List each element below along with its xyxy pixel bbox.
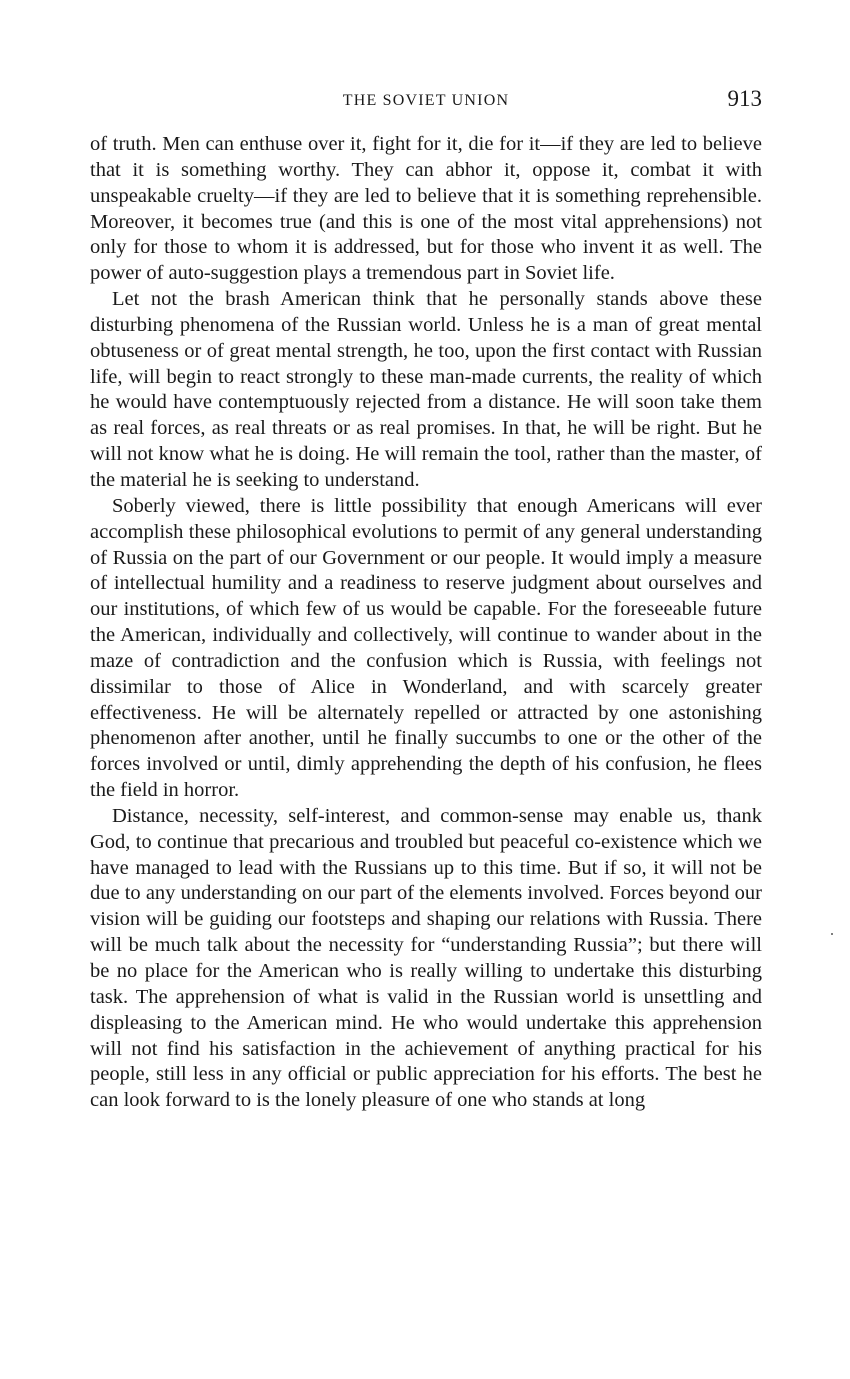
paragraph-continuation: of truth. Men can enthuse over it, fight for it, die for it—if they are led to believe that it is something worthy. They can abhor it, oppose it, combat it with unspeakable cruelty—if they are led to believe that it is something reprehensible. Moreover, it becomes true (and this is one of the most vital apprehensions) not only for those to whom it is addressed, but for those who invent it as well. The power of auto-suggestion plays a tremendous part in Soviet life.	[90, 133, 762, 285]
running-title: THE SOVIET UNION	[342, 92, 510, 109]
running-header	[90, 86, 762, 116]
page-number: 913	[727, 86, 762, 111]
paragraph: Distance, necessity, self-interest, and common-sense may enable us, thank God, to continue that precarious and troubled but peaceful co-existence which we have managed to lead with the Russians up to this time. But if so, it will not be due to any understanding on our part of the elements involved. Forces beyond our vision will be guiding our footsteps and shaping our relations with Russia. There will be much talk about the necessity for “understanding Russia”; but there will be no place for the American who is really willing to undertake this disturbing task. The apprehension of what is valid in the Russian world is unsettling and displeasing to the American mind. He who would undertake this apprehension will not find his satisfaction in the achievement of anything practical for his people, still less in any official or public appreciation for his efforts. The best he can look forward to is the lonely pleasure of one who stands at long	[90, 804, 762, 1112]
paragraph: Let not the brash American think that he personally stands above these disturbing phenomena of the Russian world. Unless he is a man of great mental obtuseness or of great mental strength, he too, upon the first contact with Russian life, will begin to react strongly to these man-made currents, the reality of which he would have contemptuously rejected from a distance. He will soon take them as real forces, as real threats or as real promises. In that, he will be right. But he will not know what he is doing. He will remain the tool, rather than the master, of the material he is seeking to understand.	[90, 288, 762, 491]
body-text	[90, 132, 762, 1114]
paragraph: Soberly viewed, there is little possibility that enough Americans will ever accomplish these philosophical evolutions to permit of any general understanding of Russia on the part of our Government or our people. It would imply a measure of intellectual humility and a readiness to reserve judgment about ourselves and our institutions, of which few of us would be capable. For the foreseeable future the American, individually and collectively, will continue to wander about in the maze of contradiction and the confusion which is Russia, with feelings not dissimilar to those of Alice in Wonderland, and with scarcely greater effectiveness. He will be alternately repelled or attracted by one astonishing phenomenon after another, until he finally succumbs to one or the other of the forces involved or until, dimly apprehending the depth of his confusion, he flees the field in horror.	[90, 494, 762, 802]
scan-speck	[831, 933, 833, 935]
